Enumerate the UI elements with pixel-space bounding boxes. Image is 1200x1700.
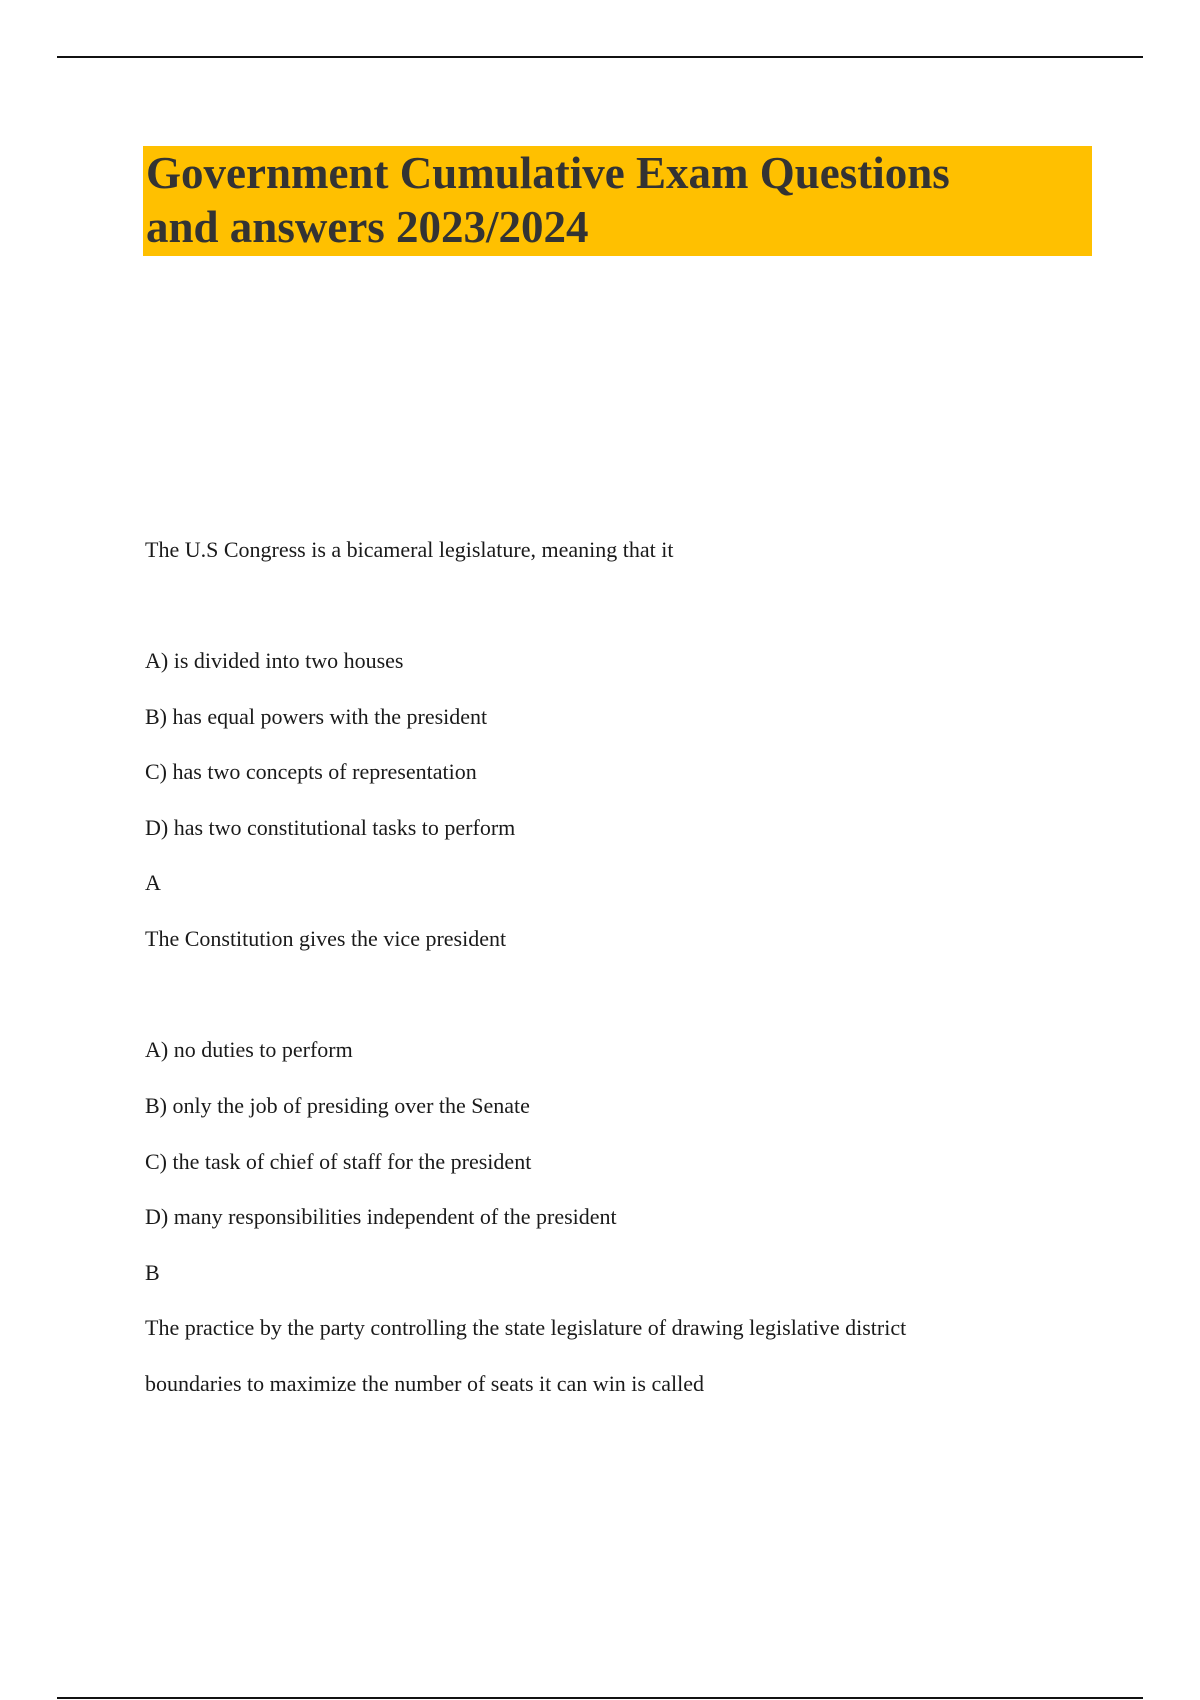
question-1-option-c: C) has two concepts of representation [145,759,477,784]
document-title [146,146,1092,254]
question-2-option-d: D) many responsibilities independent of the president [145,1204,617,1229]
title-line-1: Government Cumulative Exam Questions [146,148,950,198]
title-banner [143,146,1092,256]
question-3-text-line-1: The practice by the party controlling the state legislature of drawing legislative district [145,1315,907,1340]
question-1-text: The U.S Congress is a bicameral legislature, meaning that it [145,537,674,562]
question-2-answer: B [145,1260,160,1285]
question-2-option-b: B) only the job of presiding over the Senate [145,1093,530,1118]
footer-rule [57,1697,1143,1699]
question-3-text-line-2: boundaries to maximize the number of seats it can win is called [145,1371,705,1396]
title-line-2: and answers 2023/2024 [146,202,589,252]
header-rule [57,56,1143,58]
question-1-option-a: A) is divided into two houses [145,648,404,673]
question-2-option-c: C) the task of chief of staff for the president [145,1149,532,1174]
question-1-option-b: B) has equal powers with the president [145,704,488,729]
question-2-option-a: A) no duties to perform [145,1037,353,1062]
question-1-answer: A [145,870,161,895]
question-2-text: The Constitution gives the vice president [145,926,507,951]
question-1-option-d: D) has two constitutional tasks to perform [145,815,516,840]
